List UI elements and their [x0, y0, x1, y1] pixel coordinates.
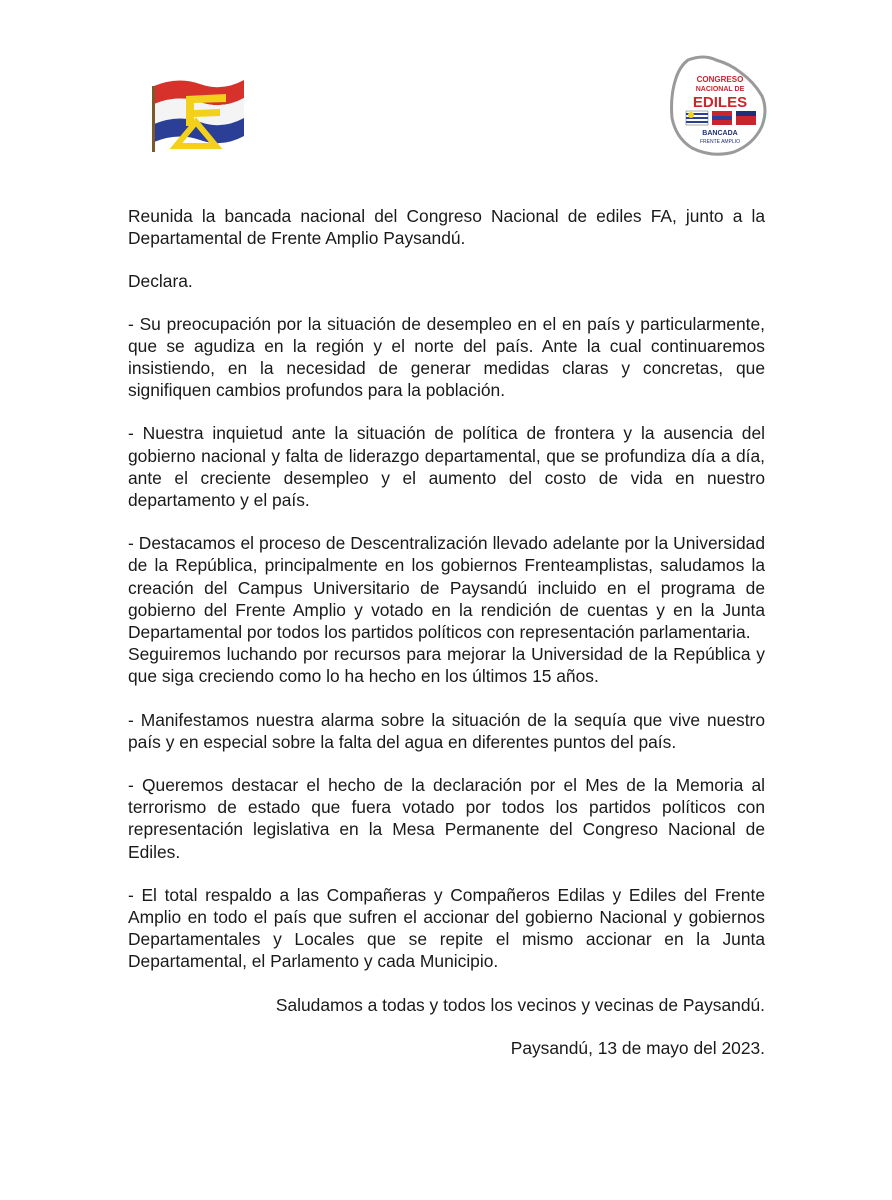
badge-line3: EDILES [692, 94, 748, 111]
badge-line1: CONGRESO [696, 75, 744, 84]
date-line: Paysandú, 13 de mayo del 2023. [510, 1037, 765, 1058]
closing-greeting: Saludamos a todas y todos los vecinos y vecinas de Paysandú. [275, 994, 765, 1015]
declara-heading: Declara. [128, 271, 193, 292]
paragraph-drought: - Manifestamos nuestra alarma sobre la situación de la sequía que vive nuestro país y en especial sobre la falta del agua en diferentes puntos del país. [128, 709, 765, 752]
intro-paragraph: Reunida la bancada nacional del Congreso Nacional de ediles FA, junto a la Departamental de Frente Amplio Paysandú. [128, 206, 765, 249]
paragraph-memory-month: - Queremos destacar el hecho de la declaración por el Mes de la Memoria al terrorismo de estado que fuera votado por todos los partidos políticos con representación legislativa en la Mesa Permanente del Congreso Nacional de Ediles. [128, 775, 765, 862]
badge-line2: NACIONAL DE [695, 86, 745, 93]
frente-amplio-flag-icon [148, 74, 248, 154]
paragraph-decentralization: - Destacamos el proceso de Descentralización llevado adelante por la Universidad de la República, principalmente en los gobiernos Frenteamplistas, saludamos la creación del Campus Universitario de Paysandú incluido en el programa de gobierno del Frente Amplio y votado en la rendición de cuentas y en la Junta Departamental por todos los partidos políticos con representación parlamentaria. [128, 533, 765, 643]
paragraph-unemployment: - Su preocupación por la situación de desempleo en el en país y particularmente, que se agudiza en la región y el norte del país. Ante la cual continuaremos insistiendo, en la necesidad de generar medidas claras y concretas, que signifiquen cambios profundos para la población. [128, 313, 765, 401]
badge-line5: FRENTE AMPLIO [699, 139, 741, 145]
paragraph-support: - El total respaldo a las Compañeras y Compañeros Edilas y Ediles del Frente Amplio en todo el país que sufren el accionar del gobierno Nacional y gobiernos Departamentales y Locales que se repite el mismo accionar en la Junta Departamental, el Parlamento y cada Municipio. [128, 884, 765, 972]
paragraph-border-policy: - Nuestra inquietud ante la situación de política de frontera y la ausencia del gobierno nacional y falta de liderazgo departamental, que se profundiza día a día, ante el creciente desempleo y el aumento del costo de vida en nuestro departamento y el país. [128, 423, 765, 511]
uruguay-map-badge-icon [668, 52, 772, 162]
badge-line4: BANCADA [702, 130, 738, 137]
declaration-body [128, 205, 765, 1080]
paragraph-university: Seguiremos luchando por recursos para mejorar la Universidad de la República y que siga creciendo como lo ha hecho en los últimos 15 años. [128, 644, 765, 687]
